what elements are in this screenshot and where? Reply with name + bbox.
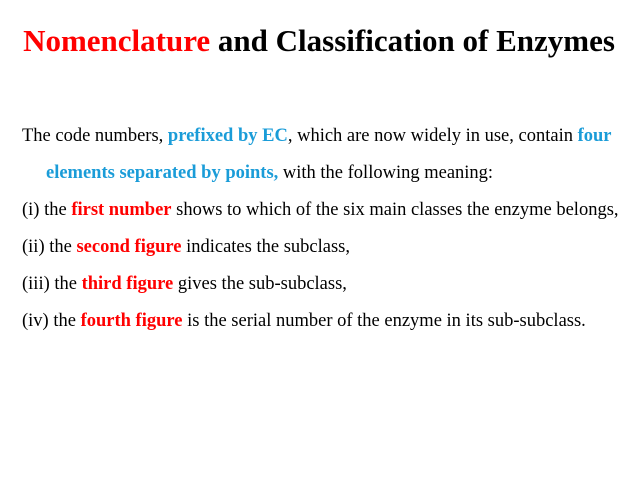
item-suffix: indicates the subclass, bbox=[181, 237, 350, 257]
intro-highlight-ec: prefixed by EC bbox=[167, 126, 288, 146]
item-suffix: gives the sub-subclass, bbox=[173, 274, 347, 294]
intro-highlight-elements: four elements separated by points, bbox=[46, 126, 612, 183]
title-highlight: Nomenclature bbox=[23, 23, 211, 58]
item-highlight: third figure bbox=[81, 274, 174, 294]
title-rest: and Classification of Enzymes bbox=[210, 23, 615, 58]
intro-text-2: , which are now widely in use, contain bbox=[287, 126, 578, 146]
item-highlight: fourth figure bbox=[80, 311, 183, 331]
item-prefix: (iii) the bbox=[22, 274, 82, 294]
item-prefix: (ii) the bbox=[22, 237, 77, 257]
item-prefix: (i) the bbox=[22, 200, 72, 220]
list-item bbox=[22, 192, 622, 229]
list-item bbox=[22, 303, 622, 340]
item-suffix: is the serial number of the enzyme in its sub-subclass. bbox=[182, 311, 586, 331]
item-suffix: shows to which of the six main classes the enzyme belongs, bbox=[171, 200, 619, 220]
intro-paragraph bbox=[22, 118, 622, 192]
intro-text-3: with the following meaning: bbox=[278, 163, 494, 183]
slide-body bbox=[22, 118, 622, 340]
list-item bbox=[22, 266, 622, 303]
list-item bbox=[22, 229, 622, 266]
item-highlight: first number bbox=[71, 200, 172, 220]
slide-title bbox=[0, 22, 638, 60]
item-prefix: (iv) the bbox=[22, 311, 81, 331]
intro-text-1: The code numbers, bbox=[22, 126, 168, 146]
item-highlight: second figure bbox=[76, 237, 182, 257]
